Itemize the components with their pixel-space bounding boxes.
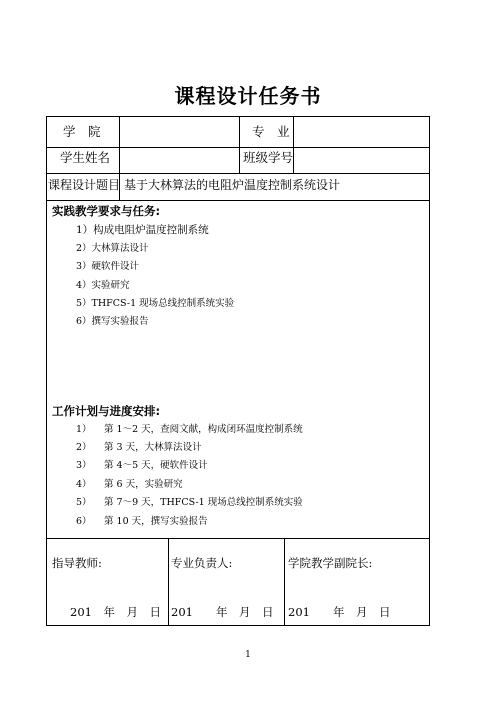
requirement-item: 3）硬软件设计 — [76, 261, 140, 272]
major-head-date[interactable]: 201 年 月 日 — [171, 605, 274, 619]
schedule-item-number: 2） — [76, 442, 92, 453]
advisor-date[interactable]: 201 年 月 日 — [70, 605, 161, 619]
column-divider — [293, 117, 294, 173]
student-name-label: 学生姓名 — [60, 150, 111, 165]
row-divider — [47, 147, 429, 148]
row-divider — [47, 200, 429, 201]
row-divider — [47, 538, 429, 539]
major-field[interactable] — [296, 124, 426, 142]
schedule-item-text: 第 3 天，大林算法设计 — [104, 442, 202, 453]
document-title: 课程设计任务书 — [174, 84, 322, 108]
student-name-field[interactable] — [122, 150, 238, 168]
schedule-item-text: 第 6 天，实验研究 — [104, 479, 183, 490]
requirements-heading: 实践教学要求与任务: — [52, 204, 161, 218]
vice-dean-label: 学院教学副院长: — [288, 556, 373, 570]
column-divider — [239, 117, 240, 173]
column-divider — [168, 538, 169, 625]
advisor-label: 指导教师: — [52, 556, 102, 570]
class-id-field[interactable] — [296, 150, 426, 168]
major-head-label: 专业负责人: — [171, 556, 233, 570]
schedule-item-number: 5） — [76, 497, 92, 508]
column-divider — [119, 117, 120, 173]
column-divider — [284, 538, 285, 625]
schedule-heading: 工作计划与进度安排: — [52, 404, 161, 418]
schedule-item-text: 第 1～2 天，查阅文献，构成闭环温度控制系统 — [104, 424, 303, 435]
topic-label: 课程设计题目 — [48, 178, 121, 192]
schedule-item-number: 6） — [76, 516, 92, 527]
topic-field[interactable]: 基于大林算法的电阻炉温度控制系统设计 — [124, 178, 341, 192]
requirement-item: 5）THFCS-1 现场总线控制系统实验 — [76, 298, 235, 309]
class-id-label: 班级学号 — [243, 150, 294, 165]
schedule-item-text: 第 7～9 天，THFCS-1 现场总线控制系统实验 — [104, 497, 303, 508]
college-field[interactable] — [122, 124, 238, 142]
major-label: 专 业 — [252, 124, 290, 139]
schedule-item-text: 第 10 天，撰写实验报告 — [104, 516, 208, 527]
college-label: 学 院 — [63, 124, 101, 139]
vice-dean-date[interactable]: 201 年 月 日 — [288, 605, 391, 619]
schedule-item-number: 1） — [76, 424, 92, 435]
schedule-item-number: 4） — [76, 479, 92, 490]
schedule-item-number: 3） — [76, 460, 92, 471]
page-number: 1 — [245, 650, 251, 660]
requirement-item: 2）大林算法设计 — [76, 243, 149, 254]
requirement-item: 4）实验研究 — [76, 280, 130, 291]
row-divider — [47, 173, 429, 174]
requirement-item: 6）撰写实验报告 — [76, 316, 149, 327]
schedule-item-text: 第 4～5 天，硬软件设计 — [104, 460, 208, 471]
requirement-item: 1）构成电阻炉温度控制系统 — [76, 224, 209, 236]
